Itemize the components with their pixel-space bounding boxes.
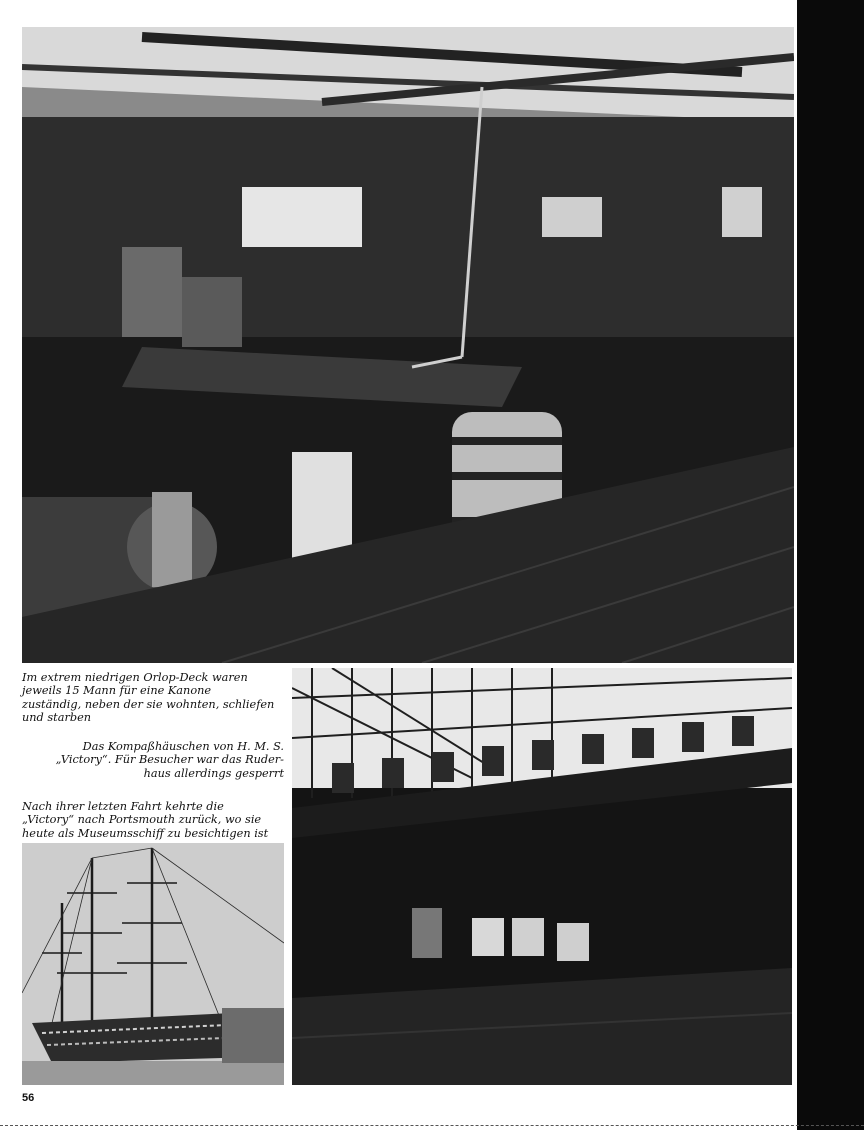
page-number: 56: [22, 1092, 35, 1104]
victory-portsmouth-photo: [22, 843, 284, 1085]
compass-house-photo: [292, 668, 792, 1085]
orlop-deck-photo: [22, 27, 794, 663]
caption-orlop-deck: Im extrem niedrigen Orlop-Deck waren jeweils 15 Mann für eine Kanone zuständig, neben der sie wohnten, schliefen und starben: [22, 671, 275, 725]
caption-last-voyage: Nach ihrer letzten Fahrt kehrte die „Victory“ nach Portsmouth zurück, wo sie heute als Museumsschiff zu besichtigen ist: [22, 800, 269, 840]
bottom-rule: [0, 1125, 864, 1126]
page-edge-bar: [797, 0, 864, 1130]
caption-compass-house: Das Kompaßhäuschen von H. M. S. „Victory“. Für Besucher war das Ruder- haus allerdings gesperrt: [55, 740, 284, 780]
